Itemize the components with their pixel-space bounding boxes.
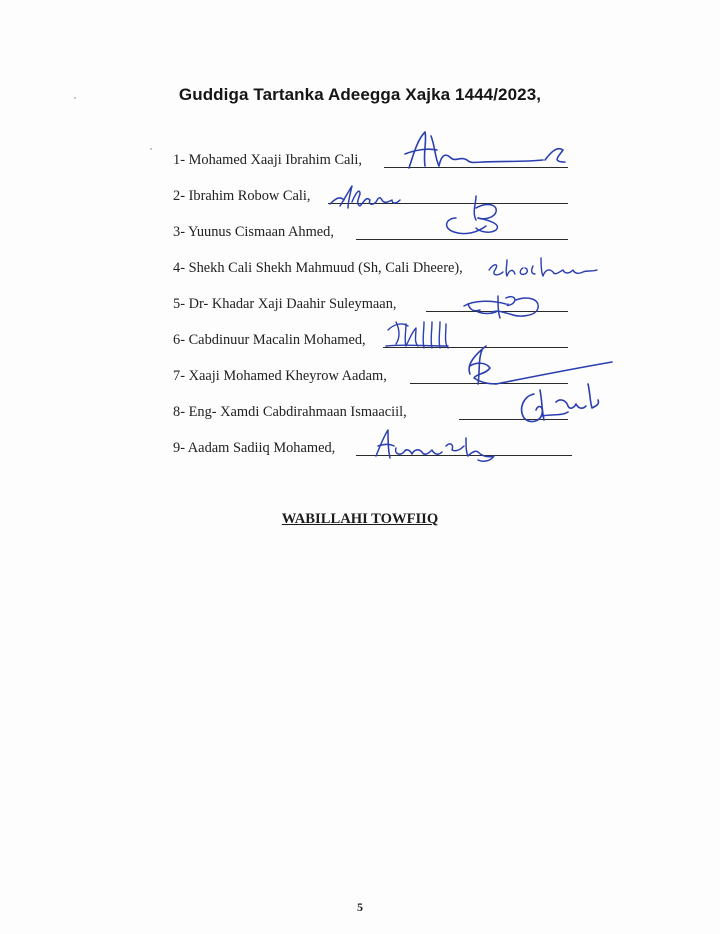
member-row-6 xyxy=(173,331,366,351)
member-name: 1- Mohamed Xaaji Ibrahim Cali, xyxy=(173,152,363,168)
member-name: 8- Eng- Xamdi Cabdirahmaan Ismaaciil, xyxy=(173,404,407,420)
member-name: 3- Yuunus Cismaan Ahmed, xyxy=(173,224,334,240)
member-row-7 xyxy=(173,367,387,387)
signature-6 xyxy=(382,316,462,354)
signature-line xyxy=(356,239,568,240)
signature-4 xyxy=(485,252,605,284)
page-number: 5 xyxy=(357,900,363,914)
member-name: 2- Ibrahim Robow Cali, xyxy=(173,188,311,204)
member-row-4 xyxy=(173,259,463,279)
signature-2 xyxy=(326,182,526,242)
member-row-8 xyxy=(173,403,407,423)
member-name: 7- Xaaji Mohamed Kheyrow Aadam, xyxy=(173,368,387,384)
signature-8 xyxy=(512,380,604,428)
closing-statement: WABILLAHI TOWFIIQ xyxy=(281,511,439,527)
member-row-9 xyxy=(173,439,335,459)
member-row-5 xyxy=(173,295,396,315)
member-row-1 xyxy=(173,151,362,171)
signature-5 xyxy=(458,290,548,324)
member-name: 9- Aadam Sadiiq Mohamed, xyxy=(173,440,336,456)
member-name: 6- Cabdinuur Macalin Mohamed, xyxy=(173,332,366,348)
member-name: 5- Dr- Khadar Xaji Daahir Suleymaan, xyxy=(173,296,397,312)
signature-1 xyxy=(395,126,575,174)
member-row-3 xyxy=(173,223,334,243)
member-row-2 xyxy=(173,187,311,207)
signature-9 xyxy=(372,426,502,464)
member-name: 4- Shekh Cali Shekh Mahmuud (Sh, Cali Dheere), xyxy=(173,260,463,276)
scan-speck xyxy=(150,148,152,150)
document-title: Guddiga Tartanka Adeegga Xajka 1444/2023, xyxy=(178,85,542,104)
